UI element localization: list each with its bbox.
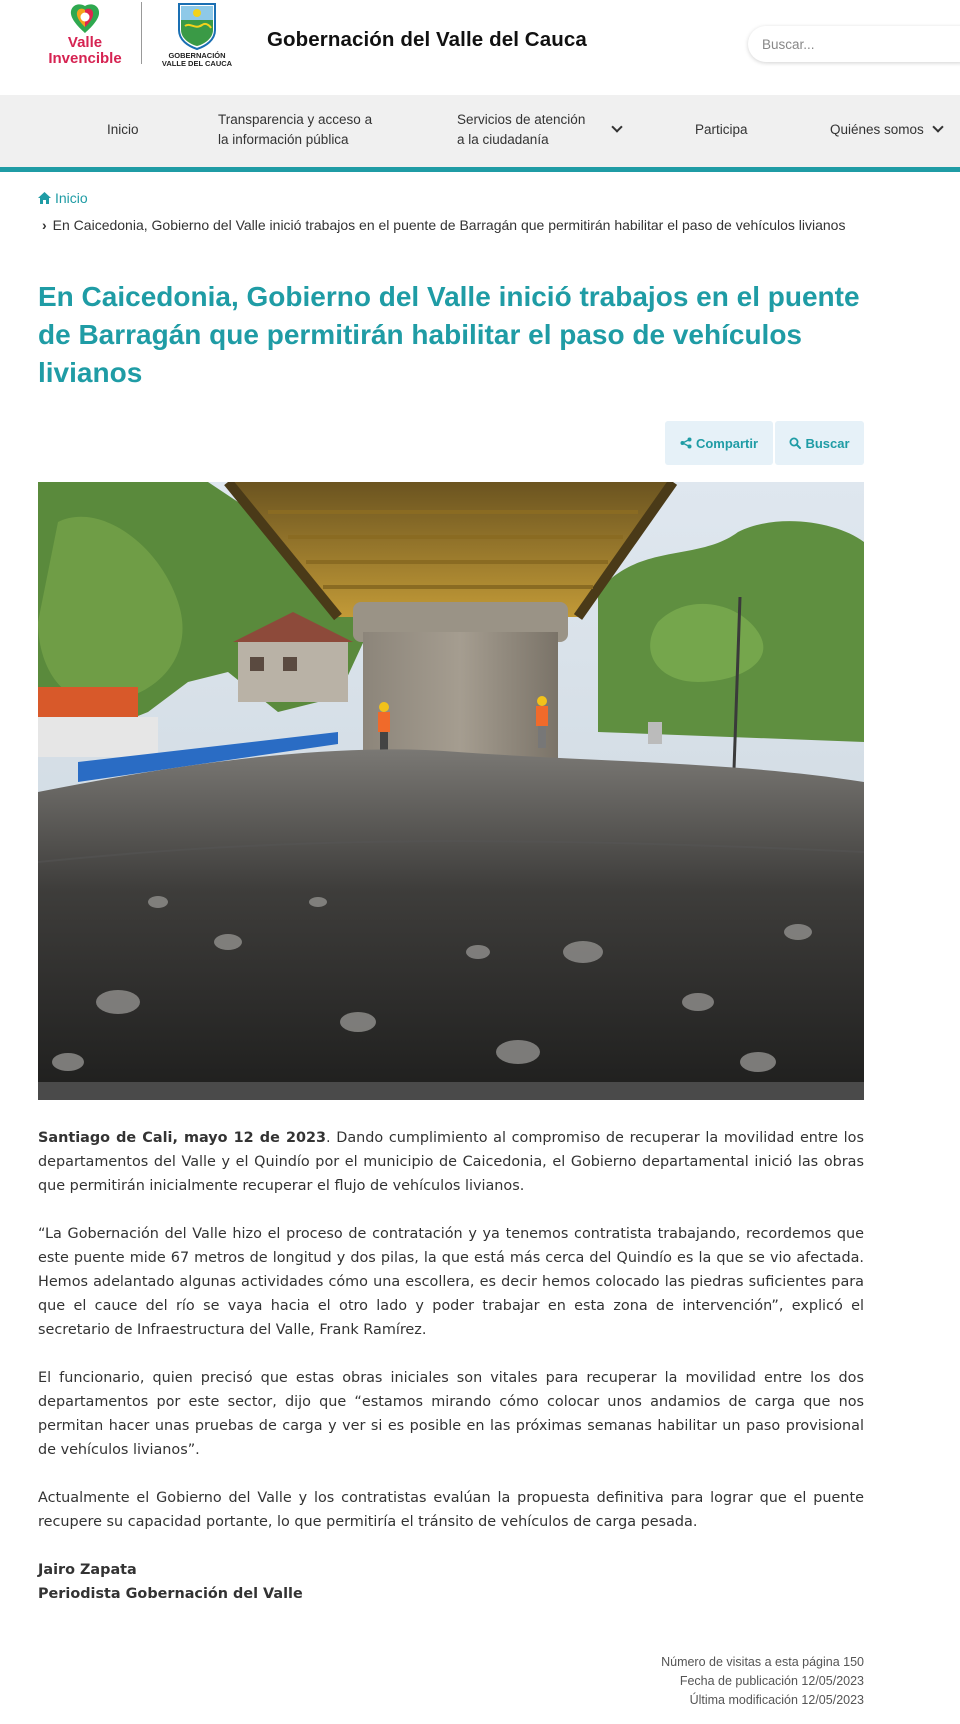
- search-box[interactable]: [748, 26, 960, 62]
- author-name: Jairo Zapata: [38, 1562, 137, 1578]
- nav-item-label: Participa: [695, 122, 748, 137]
- bridge-construction-image: [38, 482, 864, 1100]
- nav-item-transparencia[interactable]: [218, 110, 372, 150]
- nav-item-participa[interactable]: [695, 120, 748, 140]
- breadcrumb-current: [38, 213, 853, 237]
- site-header: [0, 0, 960, 95]
- logo-gob-line2: VALLE DEL CAUCA: [161, 59, 233, 68]
- search-input[interactable]: [748, 26, 960, 62]
- nav-item-label: Servicios de atención: [457, 112, 586, 127]
- article-paragraph-3: El funcionario, quien precisó que estas obras iniciales son vitales para recuperar la movilidad entre los dos departamentos por este sector, dijo que “estamos mirando cómo colocar unos andamios de carga que nos permitan hacer unas pruebas de carga y ver si es posible en las próximas semanas habilitar un paso provisional de vehículos livianos”.: [38, 1370, 864, 1458]
- share-button[interactable]: [665, 421, 773, 465]
- site-title[interactable]: Gobernación del Valle del Cauca: [267, 28, 587, 51]
- visit-count: Número de visitas a esta página 150: [661, 1655, 864, 1669]
- breadcrumb-home[interactable]: [38, 190, 88, 206]
- nav-accent-bar: [0, 167, 960, 172]
- breadcrumb-current-label: En Caicedonia, Gobierno del Valle inició trabajos en el puente de Barragán que permitirán habilitar el paso de vehículos livianos: [52, 217, 846, 233]
- logo-divider: [141, 2, 142, 64]
- nav-item-label: Quiénes somos: [830, 122, 924, 137]
- publish-date: Fecha de publicación 12/05/2023: [679, 1674, 864, 1688]
- nav-item-label: Transparencia y acceso a: [218, 112, 373, 127]
- main-nav: [0, 95, 960, 167]
- search-icon: [789, 437, 801, 449]
- nav-item-label: la información pública: [218, 132, 349, 147]
- search-button[interactable]: [775, 421, 864, 465]
- nav-item-label: Inicio: [107, 122, 139, 137]
- article-paragraph-1: [38, 1126, 864, 1198]
- modified-date: Última modificación 12/05/2023: [689, 1693, 864, 1707]
- search-label: Buscar: [805, 435, 850, 451]
- logo-valle-line1: Valle: [67, 34, 103, 51]
- article-paragraph-2: “La Gobernación del Valle hizo el proceso de contratación y ya tenemos contratista trabajando, recordemos que este puente mide 67 metros de longitud y dos pilas, la que está más cerca del Quindío es la que se vio afectada. Hemos adelantado algunas actividades cómo una escollera, es decir hemos colocado las piedras suficientes para que el cauce del río se vaya hacia el otro lado y poder trabajar en esta zona de intervención”, explicó el secretario de Infraestructura del Valle, Frank Ramírez.: [38, 1226, 864, 1338]
- article-photo: [38, 482, 864, 1100]
- chevron-down-icon: [932, 121, 943, 132]
- nav-item-servicios[interactable]: [457, 110, 585, 150]
- breadcrumb-home-label: Inicio: [55, 190, 88, 206]
- chevron-down-icon: [611, 121, 622, 132]
- gobernacion-logo[interactable]: [152, 0, 242, 70]
- valle-invencible-logo[interactable]: [40, 0, 140, 70]
- dateline: Santiago de Cali, mayo 12 de 2023: [38, 1130, 326, 1146]
- nav-item-inicio[interactable]: [107, 120, 139, 140]
- paragraph-text: . Dando cumplimiento al compromiso de recuperar la movilidad entre los departamentos del Valle y el Quindío por el municipio de Caicedonia, el Gobierno departamental inició las obras que permitirán inicialmente recuperar el flujo de vehículos livianos.: [38, 1130, 864, 1194]
- share-label: Compartir: [695, 435, 759, 451]
- home-icon: [38, 192, 51, 204]
- article-paragraph-4: Actualmente el Gobierno del Valle y los contratistas evalúan la propuesta definitiva para lograr que el puente recupere su capacidad portante, lo que permitiría el tránsito de vehículos de carga pesada.: [38, 1490, 864, 1530]
- logo-valle-line2: Invencible: [48, 50, 122, 67]
- logo-gob-line1: GOBERNACIÓN: [168, 51, 226, 60]
- nav-item-quienes-somos[interactable]: [830, 120, 942, 140]
- share-icon: [680, 437, 692, 449]
- author-role: Periodista Gobernación del Valle: [38, 1586, 303, 1602]
- meta-info: [661, 1653, 864, 1710]
- article-title: En Caicedonia, Gobierno del Valle inició trabajos en el puente de Barragán que permitirán habilitar el paso de vehículos livianos: [38, 281, 860, 388]
- chevron-right-icon: ›: [42, 217, 47, 233]
- nav-item-label: a la ciudadanía: [457, 132, 549, 147]
